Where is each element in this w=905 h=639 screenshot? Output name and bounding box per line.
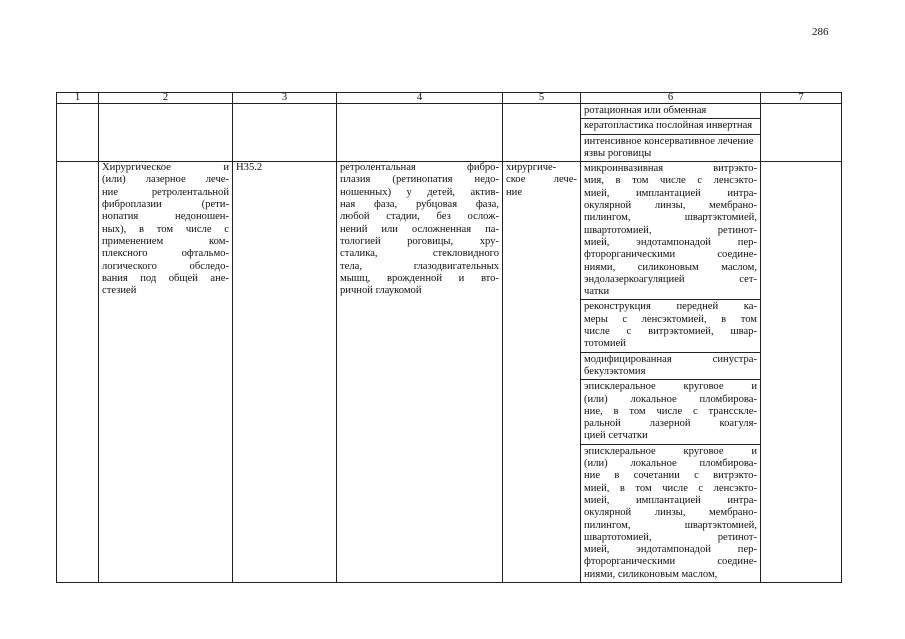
text-line: мией, эндотампонадой пер- [584,236,757,248]
text-line: ричной глаукомой [340,285,422,297]
text-line: мией, имплантацией интра- [584,187,757,199]
text-line: фиброплазии (рети- [102,199,229,211]
text-line: модифицированная синустра- [584,353,757,365]
cell [99,104,233,162]
method-text: кератопластика послойная инвертная [581,118,760,133]
cell [761,162,842,583]
cell [233,104,337,162]
text-line: цией сетчатки [584,430,648,442]
medical-procedures-table [56,92,842,583]
text-line: плазия (ретинопатия недо- [340,174,499,186]
cell [337,104,503,162]
methods-cell [581,162,761,583]
column-number: 6 [581,93,761,104]
text-line: микроинвазивная витрэкто- [584,163,757,175]
column-number: 1 [57,93,99,104]
table-row-continuation [57,104,842,162]
text-line: реконструкция передней ка- [584,301,757,313]
text-line: ношенных) у детей, актив- [340,186,499,198]
text-line: (или) локальное пломбирова- [584,458,757,470]
text-line: ральной лазерной коагуля- [584,418,757,430]
text-line: швартотомией, ретинот- [584,224,757,236]
text-line: ское лече- [506,174,577,186]
cell [761,104,842,162]
text-line: Хирургическое и [102,162,229,174]
text-line: чатки [584,286,610,298]
cell [503,104,581,162]
method-text: интенсивное консервативное лечение язвы роговицы [581,134,760,162]
table-row-surgery [57,162,842,583]
text-line: эндолазеркоагуляцией сет- [584,273,757,285]
text-line: нений или осложненная па- [340,223,499,235]
column-number: 2 [99,93,233,104]
text-line: эписклеральное круговое и [584,445,757,457]
text-line: логического обследо- [102,260,229,272]
text-line: стезией [102,285,137,297]
column-number: 5 [503,93,581,104]
diagnosis-cell [337,162,503,583]
text-line: тела, глазодвигательных [340,260,499,272]
text-line: применением ком- [102,235,229,247]
column-number: 4 [337,93,503,104]
text-line: хирургиче- [506,162,557,174]
text-line: ниями, силиконовым маслом, [584,568,718,580]
cell [57,162,99,583]
treatment-type-text [102,162,229,297]
diagnosis-text [340,162,499,297]
treatment-kind-text [506,162,577,199]
method-text [581,352,760,380]
text-line: числе с витрэктомией, швар- [584,326,757,338]
text-line: мией, имплантацией интра- [584,494,757,506]
page-number: 286 [812,26,829,38]
text-line: меры с ленсэктомией, в том [584,313,757,325]
text-line: ние [506,186,523,198]
icd-code-cell [233,162,337,583]
method-text [581,444,760,582]
text-line: (или) лазерное лече- [102,174,229,186]
text-line: вания под общей ане- [102,272,229,284]
text-line: ниями, силиконовым маслом, [584,261,757,273]
text-line: бекулэктомия [584,365,646,377]
text-line: ная фаза, рубцовая фаза, [340,199,499,211]
text-line: тотомией [584,338,626,350]
cell [57,104,99,162]
text-line: окулярной линзы, мембрано- [584,507,757,519]
text-line: мышц, врожденной и вто- [340,272,499,284]
text-line: окулярной линзы, мембрано- [584,200,757,212]
text-line: сталика, стекловидного [340,248,499,260]
text-line: эписклеральное круговое и [584,381,757,393]
text-line: плексного офтальмо- [102,248,229,260]
icd-code: H35.2 [236,162,263,174]
text-line: мией, эндотампонадой пер- [584,544,757,556]
treatment-kind-cell [503,162,581,583]
text-line: пилингом, швартэктомией, [584,212,757,224]
text-line: любой стадии, без ослож- [340,211,499,223]
text-line: тологией роговицы, хру- [340,235,499,247]
text-line: мия, в том числе с ленсэкто- [584,175,757,187]
text-line: ние в сочетании с витрэкто- [584,470,757,482]
text-line: нопатия недоношен- [102,211,229,223]
text-line: ние, в том числе с трансскле- [584,405,757,417]
column-number-row [57,93,842,104]
method-text [581,299,760,351]
method-text [581,379,760,443]
text-line: фторорганическими соедине- [584,556,757,568]
text-line: ние ретролентальной [102,186,229,198]
text-line: пилингом, швартэктомией, [584,519,757,531]
method-text [581,162,760,299]
treatment-type-cell [99,162,233,583]
column-number: 7 [761,93,842,104]
text-line: фторорганическими соедине- [584,249,757,261]
text-line: ретролентальная фибро- [340,162,499,174]
method-text: ротационная или обменная [584,105,707,116]
column-number: 3 [233,93,337,104]
text-line: мией, в том числе с ленсэкто- [584,482,757,494]
method-cell [581,104,761,162]
text-line: ных), в том числе с [102,223,229,235]
text-line: швартотомией, ретинот- [584,531,757,543]
text-line: (или) локальное пломбирова- [584,393,757,405]
